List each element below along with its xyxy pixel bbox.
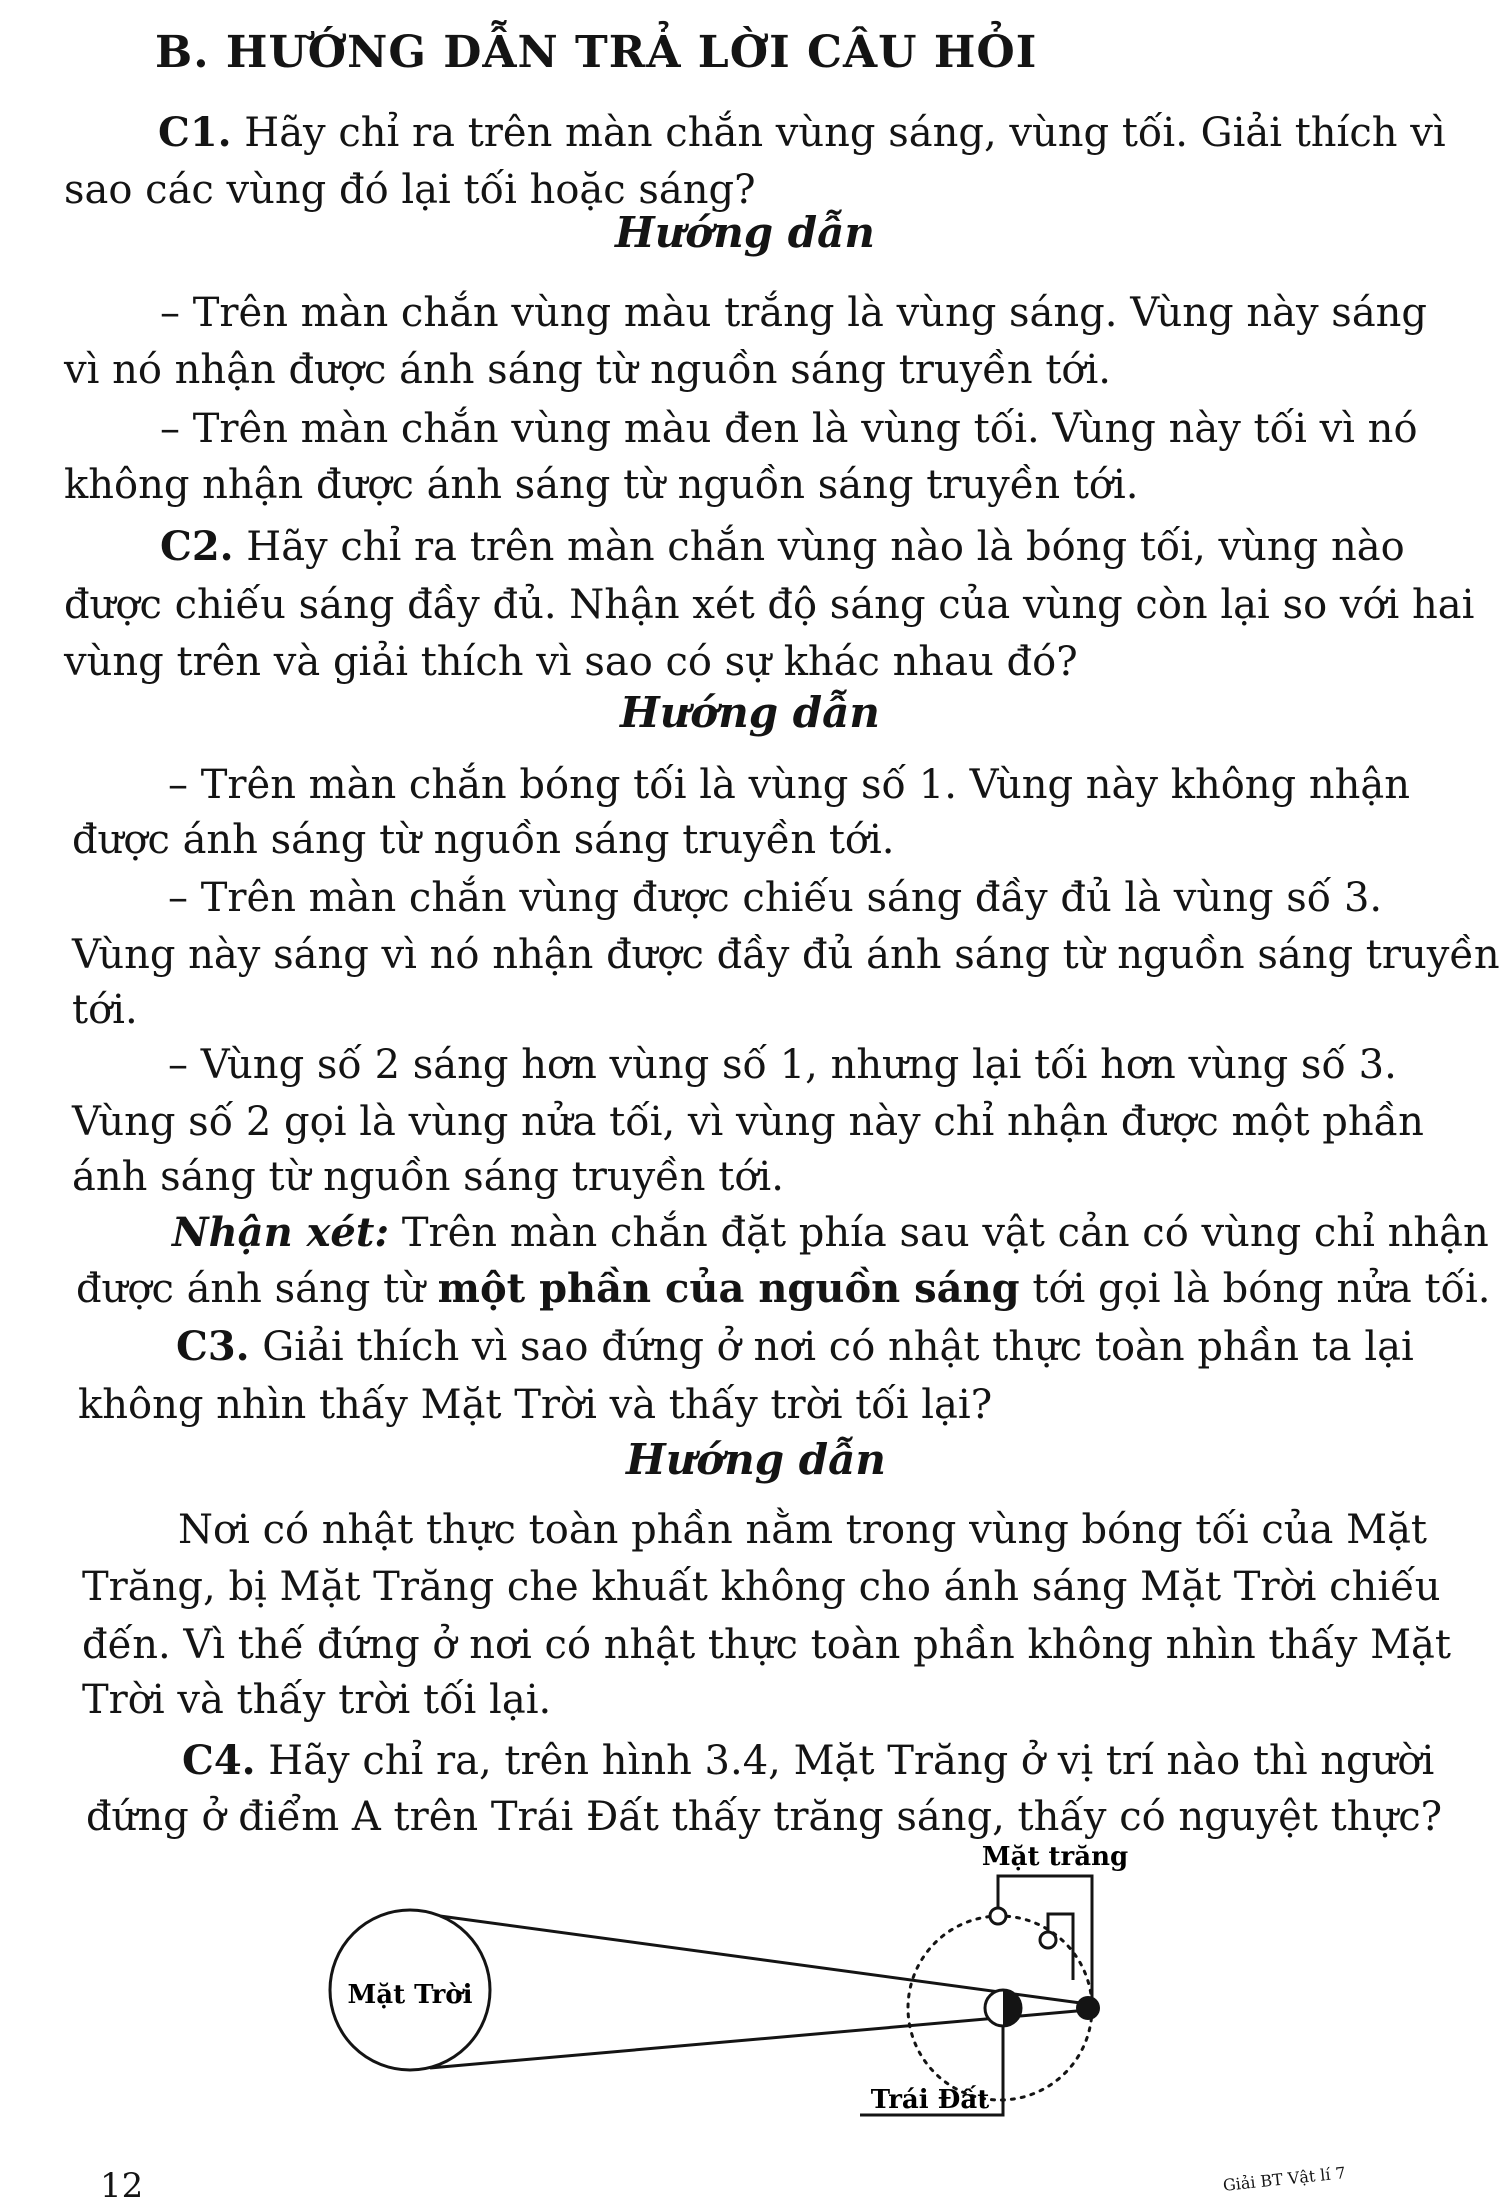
c2-answer-line-3: – Trên màn chắn vùng được chiếu sáng đầy đủ là vùng số 3. — [168, 875, 1383, 921]
moon-label: Mặt trăng — [981, 1842, 1129, 1872]
c2-answer-line-8: ánh sáng từ nguồn sáng truyền tới. — [72, 1154, 784, 1200]
c1-answer-line-2: vì nó nhận được ánh sáng từ nguồn sáng truyền tới. — [64, 347, 1112, 393]
section-title: B. HƯỚNG DẪN TRẢ LỜI CÂU HỎI — [155, 27, 1038, 78]
c1-question-line-2: sao các vùng đó lại tối hoặc sáng? — [64, 167, 756, 213]
moon-position-1 — [990, 1908, 1006, 1924]
c2-answer-line-7: Vùng số 2 gọi là vùng nửa tối, vì vùng này chỉ nhận được một phần — [72, 1099, 1424, 1145]
c2-answer-line-1: – Trên màn chắn bóng tối là vùng số 1. Vùng này không nhận — [168, 762, 1411, 808]
c3-answer-line-4: Trời và thấy trời tối lại. — [82, 1677, 552, 1723]
c1-answer-line-3: – Trên màn chắn vùng màu đen là vùng tối. Vùng này tối vì nó — [160, 406, 1418, 452]
page-number: 12 — [100, 2166, 144, 2206]
c2-remark-line-1 — [172, 1208, 1489, 1258]
c1-question-line-1 — [158, 108, 1446, 158]
c2-label: C2. — [160, 523, 234, 570]
c3-guide-heading: Hướng dẫn — [626, 1435, 886, 1484]
c4-question-text-1: Hãy chỉ ra, trên hình 3.4, Mặt Trăng ở vị trí nào thì người — [255, 1738, 1435, 1784]
c1-label: C1. — [158, 109, 232, 156]
earth-label: Trái Đất — [870, 2085, 990, 2115]
c2-question-text-1: Hãy chỉ ra trên màn chắn vùng nào là bóng tối, vùng nào — [233, 524, 1405, 570]
sun-label: Mặt Trời — [347, 1980, 473, 2010]
eclipse-diagram — [300, 1830, 1150, 2130]
c3-question-line-1 — [176, 1322, 1414, 1372]
c2-remark-bold: một phần của nguồn sáng — [437, 1265, 1020, 1312]
c1-answer-line-4: không nhận được ánh sáng từ nguồn sáng truyền tới. — [64, 462, 1139, 508]
footer-book-title: Giải BT Vật lí 7 — [1222, 2163, 1347, 2195]
c2-answer-line-4: Vùng này sáng vì nó nhận được đầy đủ ánh sáng từ nguồn sáng truyền — [72, 932, 1500, 978]
earth-point — [1076, 1996, 1100, 2020]
moon-position-2 — [1040, 1932, 1056, 1948]
c2-question-line-2: được chiếu sáng đầy đủ. Nhận xét độ sáng của vùng còn lại so với hai — [64, 582, 1475, 628]
c2-question-line-3: vùng trên và giải thích vì sao có sự khác nhau đó? — [64, 639, 1078, 685]
c3-label: C3. — [176, 1323, 250, 1370]
c2-answer-line-2: được ánh sáng từ nguồn sáng truyền tới. — [72, 817, 895, 863]
c3-answer-line-2: Trăng, bị Mặt Trăng che khuất không cho ánh sáng Mặt Trời chiếu — [82, 1564, 1441, 1610]
c1-guide-heading: Hướng dẫn — [615, 208, 875, 257]
c3-answer-line-3: đến. Vì thế đứng ở nơi có nhật thực toàn phần không nhìn thấy Mặt — [82, 1622, 1451, 1668]
c2-answer-line-6: – Vùng số 2 sáng hơn vùng số 1, nhưng lại tối hơn vùng số 3. — [168, 1042, 1397, 1088]
c2-answer-line-5: tới. — [72, 987, 138, 1033]
c4-question-line-1 — [182, 1736, 1434, 1786]
c2-remark-line-2 — [76, 1264, 1491, 1314]
c2-question-line-1 — [160, 522, 1405, 572]
c1-question-text-1: Hãy chỉ ra trên màn chắn vùng sáng, vùng tối. Giải thích vì — [231, 110, 1446, 156]
c1-answer-line-1: – Trên màn chắn vùng màu trắng là vùng sáng. Vùng này sáng — [160, 290, 1428, 336]
c4-question-line-2: đứng ở điểm A trên Trái Đất thấy trăng sáng, thấy có nguyệt thực? — [86, 1794, 1443, 1840]
c4-label: C4. — [182, 1737, 256, 1784]
c2-guide-heading: Hướng dẫn — [620, 688, 880, 737]
c2-remark-text-2c: tới gọi là bóng nửa tối. — [1019, 1266, 1491, 1312]
ray-upper — [440, 1916, 1088, 2004]
c3-answer-line-1: Nơi có nhật thực toàn phần nằm trong vùng bóng tối của Mặt — [178, 1507, 1427, 1553]
c3-question-line-2: không nhìn thấy Mặt Trời và thấy trời tối lại? — [78, 1382, 993, 1428]
c3-question-text-1: Giải thích vì sao đứng ở nơi có nhật thực toàn phần ta lại — [249, 1324, 1414, 1370]
c2-remark-text-1: Trên màn chắn đặt phía sau vật cản có vùng chỉ nhận — [389, 1210, 1489, 1256]
c2-remark-text-2a: được ánh sáng từ — [76, 1266, 438, 1312]
c2-remark-label: Nhận xét: — [172, 1209, 390, 1256]
